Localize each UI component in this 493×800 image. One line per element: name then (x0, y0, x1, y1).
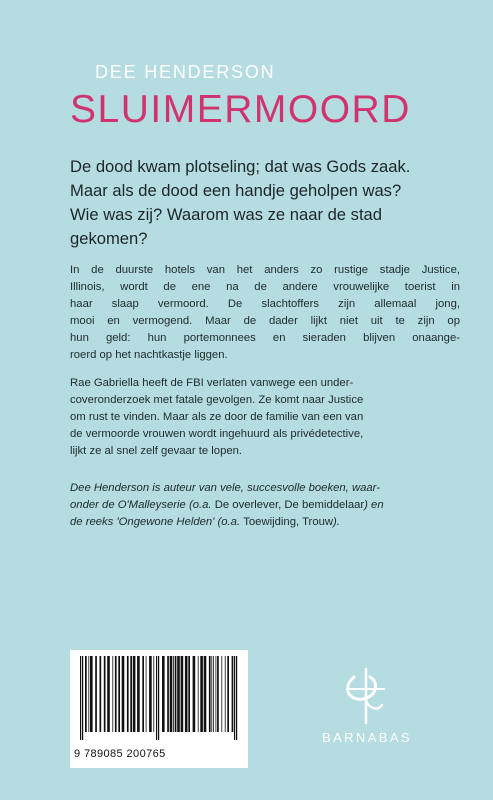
author-name: DEE HENDERSON (95, 62, 276, 82)
lead-line: Maar als de dood een handje geholpen was? (70, 181, 402, 200)
synopsis-line: Rae Gabriella heeft de FBI verlaten vanwege een under- (70, 377, 354, 389)
bio-book-titles: Toewijding, Trouw (243, 516, 334, 529)
author-bio (70, 480, 460, 531)
book-title: SLUIMERMOORD (70, 88, 411, 131)
synopsis-line: hun geld: hun portemonnees en sieraden blijven onaange- (70, 332, 460, 345)
lead-line: De dood kwam plotseling; dat was Gods zaak. (70, 157, 411, 176)
synopsis-line: de vermoorde vrouwen wordt ingehuurd als privédetective, (70, 428, 364, 441)
bio-line: Dee Henderson is auteur van vele, succesvolle boeken, waar- (70, 482, 381, 494)
isbn-number: 9 789085 200765 (74, 748, 166, 760)
bio-line (70, 497, 460, 514)
synopsis-line: Illinois, wordt de ene na de andere vrouwelijke toerist in (70, 281, 460, 294)
synopsis-line: om rust te vinden. Maar als ze door de familie van een van (70, 411, 364, 424)
synopsis-line: roerd op het nachtkastje liggen. (70, 349, 228, 362)
bio-text: ) en (364, 499, 384, 512)
synopsis-paragraph-1 (70, 262, 460, 365)
publisher-name: BARNABAS (322, 730, 413, 745)
synopsis-line: mooi en vermogend. Maar de dader lijkt niet uit te zijn op (70, 315, 460, 328)
synopsis-line: In de duurste hotels van het anders zo rustige stadje Justice, (70, 264, 460, 276)
bio-line (70, 514, 460, 531)
barcode-bars (78, 656, 240, 740)
bio-text: ). (333, 516, 340, 529)
bio-book-titles: De overlever, De bemiddelaar (214, 499, 365, 512)
synopsis-line: coveronderzoek met fatale gevolgen. Ze komt naar Justice (70, 394, 364, 407)
bio-text: onder de O'Malleyserie (o.a. (70, 499, 215, 512)
synopsis-line: haar slaap vermoord. De slachtoffers zijn allemaal jong, (70, 298, 460, 311)
lead-line: gekomen? (70, 229, 148, 248)
synopsis-line: lijkt ze al snel zelf gevaar te lopen. (70, 445, 243, 458)
isbn-barcode (70, 650, 248, 768)
bio-text: de reeks 'Ongewone Helden' (o.a. (70, 516, 244, 529)
lead-text (70, 155, 460, 251)
lead-line: Wie was zij? Waarom was ze naar de stad (70, 205, 383, 224)
synopsis-paragraph-2 (70, 375, 460, 460)
barnabas-logo-icon (336, 665, 396, 727)
